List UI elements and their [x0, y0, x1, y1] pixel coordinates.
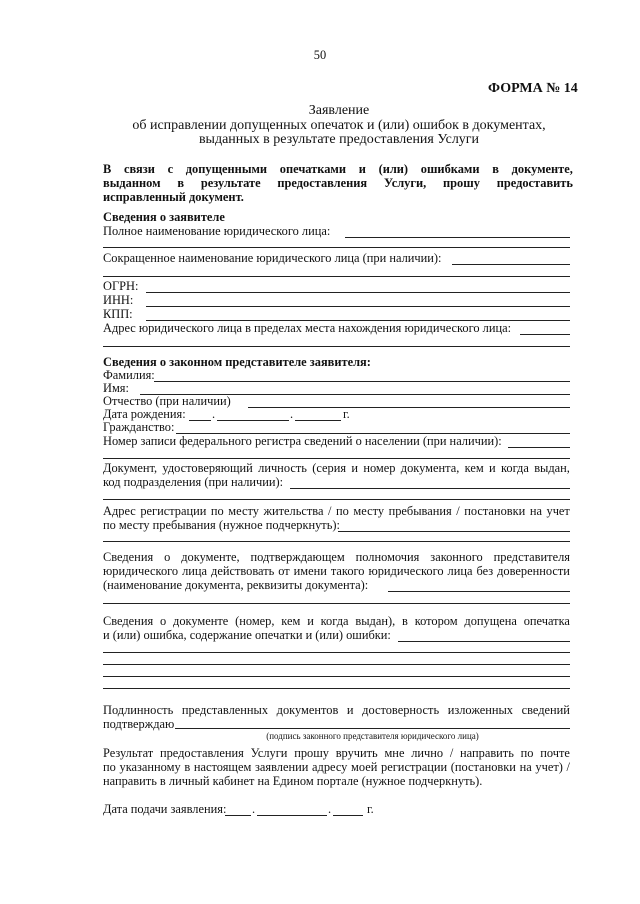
full-name-field[interactable]: [345, 237, 570, 238]
word: достоверность: [362, 703, 440, 717]
word: юридического: [368, 564, 444, 578]
word: в: [492, 162, 499, 176]
word: заявлении: [254, 760, 309, 774]
id-doc-line-2: код подразделения (при наличии):: [103, 475, 284, 489]
word: предоставления: [159, 746, 244, 760]
word: документе,: [181, 550, 240, 564]
word: Услуги: [250, 746, 288, 760]
error-doc-field[interactable]: [398, 641, 570, 642]
word: связи: [123, 162, 155, 176]
word: и: [489, 461, 496, 475]
word: от: [278, 564, 290, 578]
word: предоставления: [277, 176, 368, 190]
birth-date-dot: .: [212, 407, 216, 421]
word: кем: [464, 461, 484, 475]
word: когда: [501, 461, 529, 475]
result-line-2: [103, 760, 570, 774]
word: опечатками: [279, 162, 346, 176]
word: удостоверяющий: [162, 461, 253, 475]
word: изложенных: [447, 703, 513, 717]
word: месту: [353, 504, 385, 518]
word: и: [358, 162, 366, 176]
word: Адрес: [103, 504, 136, 518]
intro-line-1: [103, 162, 573, 176]
representative-heading: Сведения о законном представителе заявителя:: [103, 355, 371, 369]
word: прошу: [294, 746, 329, 760]
word: постановки: [464, 504, 526, 518]
error-doc-line-1: [103, 614, 570, 628]
word: В: [103, 162, 112, 176]
surname-label: Фамилия:: [103, 368, 155, 382]
word: выданном: [103, 176, 161, 190]
word: по: [336, 504, 349, 518]
word: законного: [430, 550, 483, 564]
form-number: ФОРМА № 14: [488, 81, 578, 96]
word: настоящем: [193, 760, 252, 774]
word: опечатка: [523, 614, 570, 628]
signature-caption: (подпись законного представителя юридического лица): [266, 731, 479, 741]
word: Результат: [103, 746, 154, 760]
word: (номер,: [235, 614, 275, 628]
word: Сведения: [103, 550, 154, 564]
short-name-field[interactable]: [452, 264, 570, 265]
word: лица: [182, 564, 208, 578]
word: выдан,: [534, 461, 570, 475]
word: подтверждающем: [250, 550, 345, 564]
reg-addr-field[interactable]: [338, 531, 570, 532]
word: по: [210, 504, 224, 518]
birth-year-field[interactable]: [295, 420, 341, 421]
patronymic-label: Отчество (при наличии): [103, 394, 231, 408]
word: в: [184, 760, 191, 774]
ogrn-label: ОГРН:: [103, 279, 139, 293]
registry-field[interactable]: [508, 447, 570, 448]
submission-date-dot: .: [328, 802, 332, 816]
word: регистрации: [381, 760, 448, 774]
intro-line-3: исправленный документ.: [103, 190, 244, 204]
word: документов: [276, 703, 339, 717]
word: почте: [540, 746, 570, 760]
word: ошибками: [420, 162, 480, 176]
birth-month-field[interactable]: [217, 420, 289, 421]
word: полномочия: [355, 550, 420, 564]
address-field[interactable]: [520, 334, 570, 335]
word: Сведения: [103, 614, 154, 628]
word: указанному: [119, 760, 181, 774]
word: пребывания: [388, 504, 452, 518]
word: о: [164, 550, 171, 564]
birth-date-dot: .: [290, 407, 294, 421]
citizenship-label: Гражданство:: [103, 420, 175, 434]
result-line-1: [103, 746, 570, 760]
name-label: Имя:: [103, 381, 129, 395]
reg-addr-line-2: по месту пребывания (нужное подчеркнуть):: [103, 518, 340, 532]
birth-date-suffix: г.: [343, 407, 350, 421]
title-line-3: выданных в результате предоставления Услуги: [198, 132, 480, 147]
word: котором: [414, 614, 458, 628]
word: предоставить: [496, 176, 573, 190]
ogrn-field[interactable]: [146, 292, 570, 293]
id-doc-field[interactable]: [290, 488, 570, 489]
word: сведений: [521, 703, 570, 717]
inn-label: ИНН:: [103, 293, 134, 307]
submission-day-field[interactable]: [225, 815, 251, 816]
word: когда: [320, 614, 349, 628]
word: моей: [351, 760, 378, 774]
intro-line-2: [103, 176, 573, 190]
address-label: Адрес юридического лица в пределах места нахождения юридического лица:: [103, 321, 512, 335]
inn-field[interactable]: [146, 306, 570, 307]
error-doc-field-cont-3[interactable]: [103, 676, 570, 677]
submission-date-dot: .: [252, 802, 256, 816]
word: по: [103, 760, 116, 774]
registry-field-cont[interactable]: [103, 458, 570, 459]
word: и: [346, 703, 354, 717]
error-doc-field-cont-4[interactable]: [103, 688, 570, 689]
word: личность: [258, 461, 307, 475]
word: номер: [363, 461, 396, 475]
birth-date-label: Дата рождения:: [103, 407, 186, 421]
word: учет: [546, 504, 570, 518]
word: /: [328, 504, 332, 518]
word: с: [167, 162, 174, 176]
applicant-heading: Сведения о заявителе: [103, 210, 225, 224]
word: и: [307, 614, 314, 628]
word: результате: [200, 176, 261, 190]
word: без: [476, 564, 494, 578]
word: кем: [281, 614, 301, 628]
word: представителя: [493, 550, 570, 564]
word: о: [159, 614, 167, 628]
word: /: [456, 504, 460, 518]
submission-date-suffix: г.: [367, 802, 374, 816]
word: /: [449, 746, 454, 760]
word: (постановки: [450, 760, 516, 774]
confirmation-line-1: [103, 703, 570, 717]
word: Услуги,: [383, 176, 427, 190]
word: вручить: [335, 746, 378, 760]
patronymic-field[interactable]: [248, 407, 570, 408]
word: выдан),: [355, 614, 396, 628]
word: документа,: [400, 461, 460, 475]
confirmation-line-2: подтверждаю: [103, 717, 175, 731]
word: Подлинность: [103, 703, 174, 717]
result-line-3: направить в личный кабинет на Едином портале (нужное подчеркнуть).: [103, 774, 483, 788]
authority-line-3: (наименование документа, реквизиты документа):: [103, 578, 369, 592]
word: прошу: [443, 176, 480, 190]
word: лица: [447, 564, 473, 578]
title-line-2: об исправлении допущенных опечаток и (или) ошибок в документах,: [132, 117, 546, 133]
word: такого: [330, 564, 365, 578]
word: документе,: [511, 162, 573, 176]
word: допущенными: [185, 162, 268, 176]
submission-month-field[interactable]: [257, 815, 327, 816]
word: жительства: [263, 504, 324, 518]
word: (серия: [312, 461, 347, 475]
page-number: 50: [313, 48, 327, 62]
birth-day-field[interactable]: [189, 420, 211, 421]
word: Документ,: [103, 461, 158, 475]
authority-field[interactable]: [388, 591, 570, 592]
authority-line-1: [103, 550, 570, 564]
word: лично: [411, 746, 444, 760]
id-doc-line-1: [103, 461, 570, 475]
error-doc-field-cont-2[interactable]: [103, 664, 570, 665]
title-line-1: Заявление: [308, 103, 370, 118]
word: на: [529, 504, 542, 518]
word: регистрации: [140, 504, 207, 518]
word: месту: [228, 504, 259, 518]
word: учет): [535, 760, 563, 774]
error-doc-field-cont-1[interactable]: [103, 652, 570, 653]
submission-year-field[interactable]: [333, 815, 363, 816]
reg-addr-line-1: [103, 504, 570, 518]
word: мне: [384, 746, 405, 760]
word: действовать: [211, 564, 275, 578]
kpp-label: КПП:: [103, 307, 133, 321]
address-field-cont[interactable]: [103, 346, 570, 347]
word: документе: [173, 614, 229, 628]
word: в: [177, 176, 185, 190]
word: представленных: [181, 703, 269, 717]
document-title: [100, 104, 578, 148]
word: по: [520, 746, 534, 760]
short-name-field-cont[interactable]: [103, 276, 570, 277]
id-doc-field-cont[interactable]: [103, 499, 570, 500]
authority-line-2: [103, 564, 570, 578]
word: имени: [293, 564, 327, 578]
word: на: [519, 760, 532, 774]
word: и: [351, 461, 358, 475]
word: (или): [378, 162, 409, 176]
authority-field-cont[interactable]: [103, 603, 570, 604]
submission-date-label: Дата подачи заявления:: [103, 802, 227, 816]
word: в: [402, 614, 408, 628]
surname-field[interactable]: [154, 381, 570, 382]
signature-field[interactable]: [175, 728, 570, 729]
word: юридического: [103, 564, 179, 578]
short-name-label: Сокращенное наименование юридического лица (при наличии):: [103, 251, 442, 265]
word: направить: [460, 746, 514, 760]
word: допущена: [464, 614, 517, 628]
word: /: [566, 760, 570, 774]
registry-label: Номер записи федерального регистра сведений о населении (при наличии):: [103, 434, 502, 448]
reg-addr-field-cont[interactable]: [103, 541, 570, 542]
word: доверенности: [497, 564, 570, 578]
word: адресу: [312, 760, 348, 774]
full-name-field-cont[interactable]: [103, 247, 570, 248]
full-name-label: Полное наименование юридического лица:: [103, 224, 331, 238]
error-doc-line-2: и (или) ошибка, содержание опечатки и (или) ошибки:: [103, 628, 391, 642]
